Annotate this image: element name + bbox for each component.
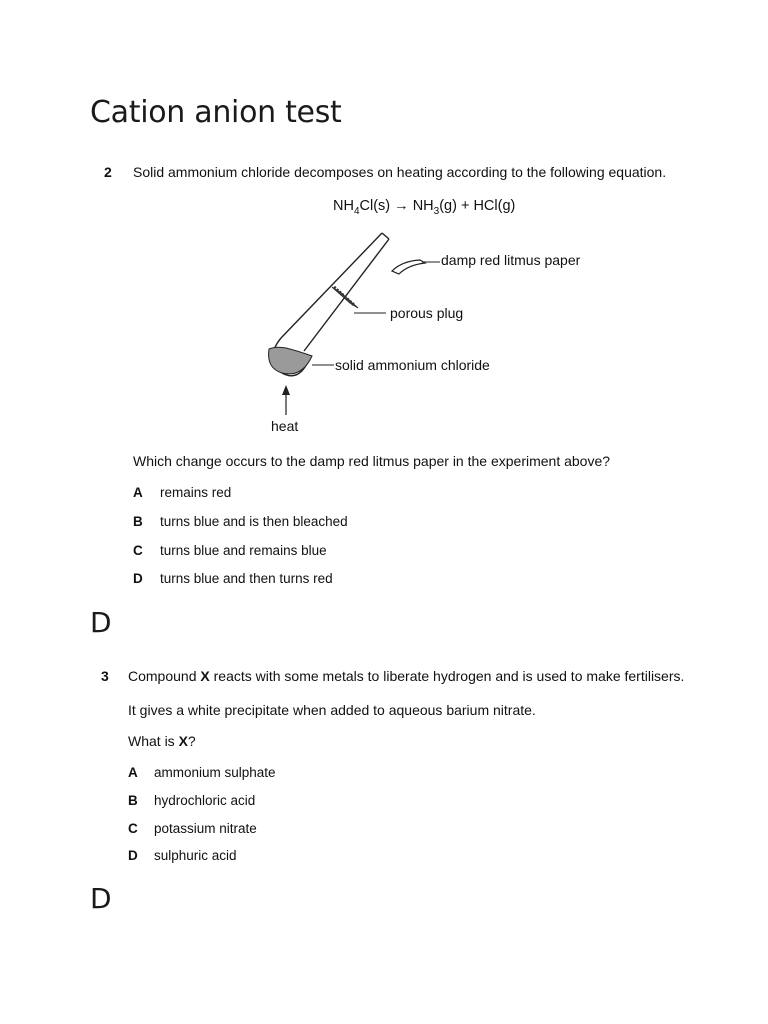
prompt-pre: What is <box>128 733 179 749</box>
question-3-option-c <box>128 820 257 838</box>
option-letter: A <box>133 485 143 500</box>
question-3-option-b <box>128 792 255 810</box>
label-solid-ammonium-chloride: solid ammonium chloride <box>335 357 490 373</box>
equation-reactant-rest: Cl(s) <box>359 198 391 214</box>
question-2-option-b <box>133 513 348 531</box>
question-3-stem <box>128 668 684 684</box>
label-porous-plug: porous plug <box>390 305 464 321</box>
option-letter: D <box>128 848 138 863</box>
option-text: turns blue and then turns red <box>160 571 333 586</box>
equation-product1: NH <box>412 198 434 214</box>
label-heat: heat <box>271 418 299 434</box>
option-letter: D <box>133 571 143 586</box>
question-3-answer: D <box>90 882 112 915</box>
apparatus-diagram <box>250 225 450 425</box>
solid-ammonium-chloride-shape <box>269 347 312 374</box>
option-letter: C <box>133 543 143 558</box>
equation-reactant-sub: 4 <box>353 205 360 217</box>
question-3-option-a <box>128 764 276 782</box>
question-2-number: 2 <box>104 164 112 180</box>
prompt-bold: X <box>178 733 188 749</box>
question-2-option-a <box>133 484 231 502</box>
porous-plug <box>332 287 358 308</box>
option-text: turns blue and is then bleached <box>160 514 348 529</box>
label-damp-red-litmus: damp red litmus paper <box>441 252 581 268</box>
option-letter: B <box>133 514 143 529</box>
option-letter: C <box>128 821 138 836</box>
heat-arrow <box>282 385 290 415</box>
reaction-equation <box>333 198 515 217</box>
option-text: remains red <box>160 485 232 500</box>
question-2-stem: Solid ammonium chloride decomposes on heating according to the following equation. <box>133 164 667 180</box>
equation-product1-rest: (g) + HCl(g) <box>439 198 516 214</box>
document-title: Cation anion test <box>90 95 342 130</box>
question-3-option-d <box>128 847 237 865</box>
stem-post: reacts with some metals to liberate hydrogen and is used to make fertilisers. <box>209 668 685 684</box>
question-2-prompt: Which change occurs to the damp red litmus paper in the experiment above? <box>133 453 611 469</box>
equation-product1-sub: 3 <box>433 205 440 217</box>
prompt-post: ? <box>187 733 196 749</box>
option-text: ammonium sulphate <box>154 765 276 780</box>
question-3-prompt <box>128 733 196 749</box>
litmus-paper-shape <box>392 260 425 274</box>
equation-arrow: → <box>394 198 409 214</box>
stem-bold: X <box>200 668 210 684</box>
option-text: hydrochloric acid <box>154 793 256 808</box>
stem-pre: Compound <box>128 668 201 684</box>
question-2-option-c <box>133 542 327 560</box>
option-text: turns blue and remains blue <box>160 543 327 558</box>
option-text: sulphuric acid <box>154 848 237 863</box>
option-letter: B <box>128 793 138 808</box>
equation-reactant: NH <box>333 198 354 214</box>
question-2-answer: D <box>90 606 112 639</box>
question-3-number: 3 <box>101 668 109 684</box>
question-2-option-d <box>133 570 333 588</box>
question-3-line2: It gives a white precipitate when added to aqueous barium nitrate. <box>128 702 536 718</box>
option-text: potassium nitrate <box>154 821 257 836</box>
option-letter: A <box>128 765 138 780</box>
